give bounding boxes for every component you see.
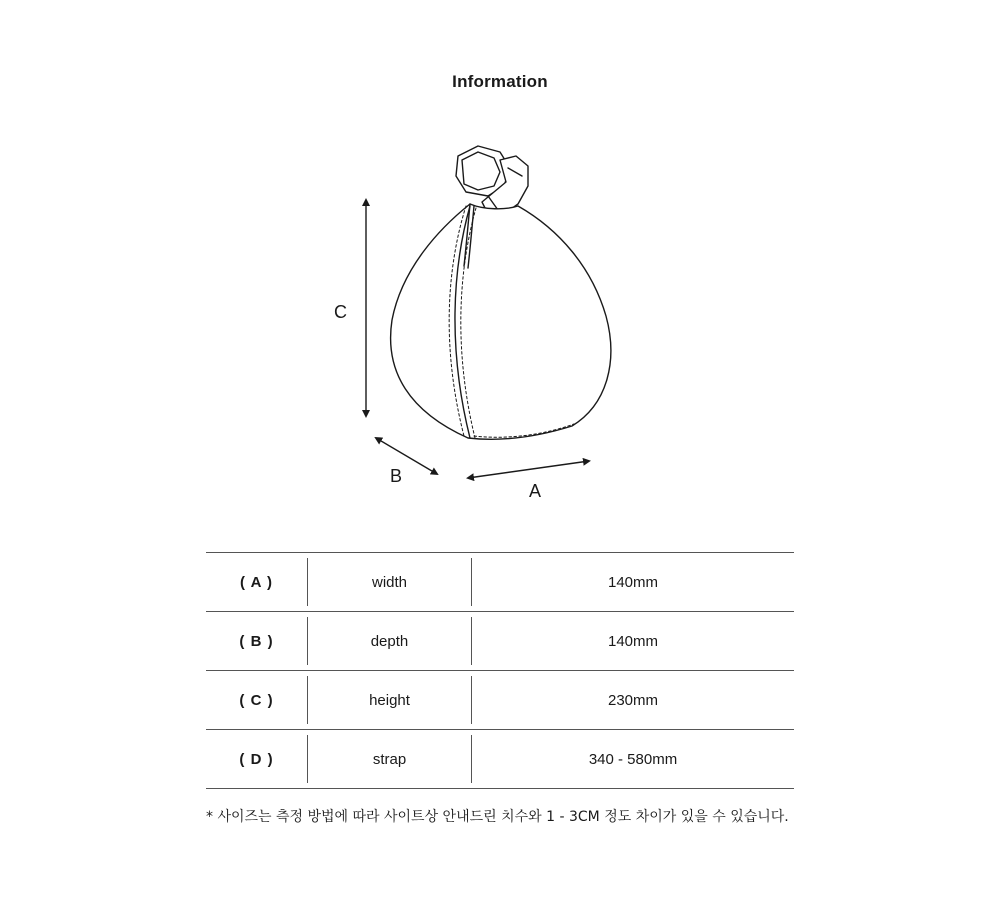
- row-value: 340 - 580mm: [588, 750, 678, 768]
- width-arrow: [468, 461, 589, 478]
- table-row: [206, 553, 794, 612]
- dimension-label-a: A: [529, 481, 542, 501]
- row-dimension-name: width: [371, 573, 408, 591]
- row-code: ( B ): [239, 632, 274, 650]
- dimension-label-b: B: [390, 466, 403, 486]
- row-value: 140mm: [607, 573, 659, 591]
- table-row: [206, 730, 794, 789]
- dimension-label-c: C: [334, 302, 347, 322]
- page-title: Information: [452, 72, 548, 91]
- depth-arrow: [376, 438, 437, 474]
- table-row: [206, 671, 794, 730]
- row-dimension-name: depth: [370, 632, 409, 650]
- size-disclaimer-note: * 사이즈는 측정 방법에 따라 사이트상 안내드린 치수와 1 - 3CM 정도 차이가 있을 수 있습니다.: [206, 809, 789, 825]
- row-code: ( A ): [239, 573, 274, 591]
- row-dimension-name: height: [369, 691, 410, 709]
- size-table: [206, 552, 794, 789]
- row-dimension-name: strap: [372, 750, 407, 768]
- bag-illustration: [391, 146, 611, 439]
- row-value: 230mm: [607, 691, 659, 709]
- row-code: ( D ): [239, 750, 274, 768]
- table-row: [206, 612, 794, 671]
- row-code: ( C ): [239, 691, 274, 709]
- row-value: 140mm: [607, 632, 659, 650]
